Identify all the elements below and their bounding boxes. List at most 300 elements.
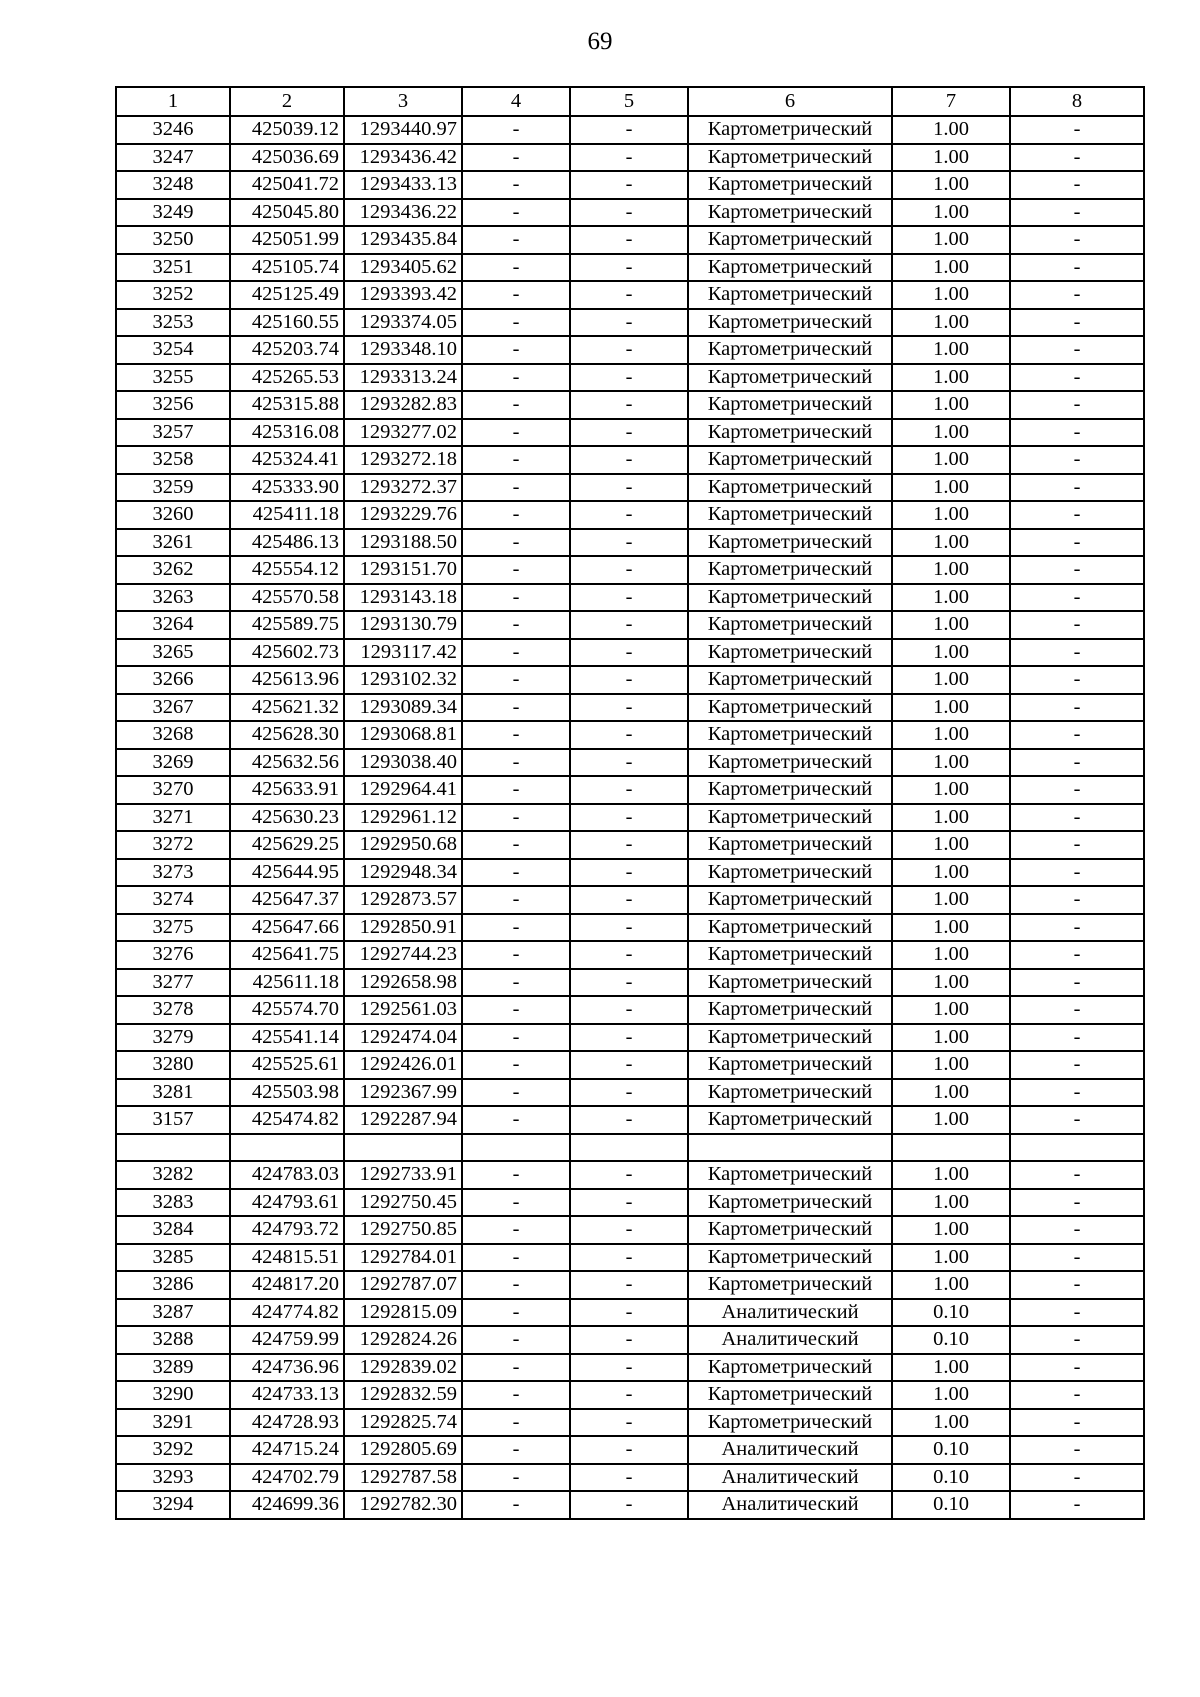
table-cell-col-1: 3260 [116,501,230,529]
table-cell-col-1: 3247 [116,144,230,172]
table-cell-col-1: 3250 [116,226,230,254]
table-cell-col-8: - [1010,1271,1144,1299]
table-cell-col-2: 425315.88 [230,391,344,419]
table-cell-col-1: 3289 [116,1354,230,1382]
table-cell-col-2: 425105.74 [230,254,344,282]
table-cell-col-2: 425613.96 [230,666,344,694]
table-cell-col-3: 1293435.84 [344,226,462,254]
table-row [116,1354,1144,1382]
table-cell-col-8: - [1010,666,1144,694]
table-cell-col-6: Картометрический [688,914,892,942]
table-cell-col-3: 1293436.22 [344,199,462,227]
table-cell-col-1: 3261 [116,529,230,557]
table-cell-col-2: 425602.73 [230,639,344,667]
table-cell-col-4: - [462,1271,570,1299]
table-cell-col-8: - [1010,254,1144,282]
column-header-3: 3 [344,87,462,116]
table-cell-col-5: - [570,1024,688,1052]
table-cell-col-1: 3248 [116,171,230,199]
table-cell-col-5: - [570,1436,688,1464]
table-cell-col-3: 1293272.37 [344,474,462,502]
table-cell-col-4: - [462,639,570,667]
table-cell-col-3: 1293068.81 [344,721,462,749]
table-cell-col-5: - [570,941,688,969]
table-cell-col-4: - [462,749,570,777]
table-cell-col-8: - [1010,886,1144,914]
table-cell-col-4: - [462,309,570,337]
table-cell-col-3: 1293277.02 [344,419,462,447]
table-cell-col-2: 424793.61 [230,1189,344,1217]
table-row [116,1244,1144,1272]
table-cell-col-6: Аналитический [688,1464,892,1492]
table-cell-col-6: Картометрический [688,419,892,447]
table-cell-col-6: Картометрический [688,1381,892,1409]
table-cell-col-3: 1292964.41 [344,776,462,804]
table-cell-col-6: Картометрический [688,886,892,914]
table-cell-col-2: 425633.91 [230,776,344,804]
table-cell-col-3: 1293089.34 [344,694,462,722]
table-cell-col-5: - [570,969,688,997]
table-cell-col-6: Картометрический [688,639,892,667]
table-cell-col-1: 3268 [116,721,230,749]
table-cell-col-5: - [570,199,688,227]
table-row [116,721,1144,749]
table-cell-col-4: - [462,144,570,172]
table-cell-col-6: Картометрический [688,391,892,419]
table-cell-col-6: Аналитический [688,1326,892,1354]
table-cell-col-3: 1292750.85 [344,1216,462,1244]
table-cell-col-5: - [570,1244,688,1272]
column-header-8: 8 [1010,87,1144,116]
table-cell-col-2: 425503.98 [230,1079,344,1107]
table-cell-col-1: 3264 [116,611,230,639]
table-cell-col-4: - [462,556,570,584]
table-cell-col-3: 1292824.26 [344,1326,462,1354]
table-cell-col-1: 3157 [116,1106,230,1134]
table-cell-col-8: - [1010,831,1144,859]
table-cell-col-3: 1292787.07 [344,1271,462,1299]
table-cell-col-8: - [1010,336,1144,364]
table-cell-col-2: 424774.82 [230,1299,344,1327]
table-cell-col-4: - [462,1079,570,1107]
table-row [116,364,1144,392]
table-cell-col-2: 425628.30 [230,721,344,749]
table-cell-col-4: - [462,1326,570,1354]
table-cell-col-8: - [1010,1216,1144,1244]
table-cell-col-6: Картометрический [688,336,892,364]
table-cell-col-4: - [462,1051,570,1079]
table-cell-col-5: - [570,1299,688,1327]
table-cell-col-2: 425203.74 [230,336,344,364]
table-cell-col-1: 3286 [116,1271,230,1299]
page-number: 69 [587,28,613,55]
table-cell-col-7: 1.00 [892,309,1010,337]
table-cell-col-6: Картометрический [688,749,892,777]
table-cell-col-7: 1.00 [892,1079,1010,1107]
table-cell-col-6: Картометрический [688,996,892,1024]
table-cell-col-3: 1292950.68 [344,831,462,859]
table-cell-col-1: 3267 [116,694,230,722]
table-cell-col-2: 425630.23 [230,804,344,832]
table-cell-col-1: 3269 [116,749,230,777]
table-row [116,556,1144,584]
table-cell-col-2: 425333.90 [230,474,344,502]
table-cell-col-1: 3294 [116,1491,230,1519]
table-cell-col-6: Картометрический [688,501,892,529]
table-cell-col-6: Картометрический [688,804,892,832]
table-cell-col-1: 3266 [116,666,230,694]
table-cell-col-4: - [462,1244,570,1272]
table-cell-col-8: - [1010,1079,1144,1107]
table-cell-col-5: - [570,831,688,859]
table-cell-col-8: - [1010,199,1144,227]
table-cell-col-2: 425051.99 [230,226,344,254]
table-row [116,1299,1144,1327]
table-cell-col-2: 425324.41 [230,446,344,474]
table-cell-col-3: 1292750.45 [344,1189,462,1217]
table-cell-col-3: 1293374.05 [344,309,462,337]
table-row [116,391,1144,419]
table-cell-col-2: 425632.56 [230,749,344,777]
table-cell-col-3: 1293313.24 [344,364,462,392]
table-cell-col-1: 3279 [116,1024,230,1052]
table-cell-col-3: 1293282.83 [344,391,462,419]
table-cell-col-2: 425041.72 [230,171,344,199]
table-cell-col-1: 3270 [116,776,230,804]
table-row [116,1024,1144,1052]
table-cell-col-8: - [1010,309,1144,337]
table-cell-col-4: - [462,254,570,282]
table-cell-col-3: 1292839.02 [344,1354,462,1382]
table-cell-col-5: - [570,116,688,144]
table-cell-col-7: 1.00 [892,419,1010,447]
table-cell-col-4: - [462,116,570,144]
table-row [116,1051,1144,1079]
table-row [116,859,1144,887]
table-cell-col-4: - [462,776,570,804]
table-cell-col-3: 1292782.30 [344,1491,462,1519]
table-cell-col-1: 3288 [116,1326,230,1354]
table-cell-col-5: - [570,529,688,557]
table-cell-col-5: - [570,639,688,667]
table-cell-col-1: 3265 [116,639,230,667]
table-cell-col-8: - [1010,1326,1144,1354]
table-cell-col-5: - [570,996,688,1024]
table-cell-col-1: 3251 [116,254,230,282]
coordinates-table [115,86,1145,1520]
table-row [116,1381,1144,1409]
table-cell-col-6: Картометрический [688,1079,892,1107]
table-cell-col-6: Картометрический [688,969,892,997]
table-cell-col-3: 1292787.58 [344,1464,462,1492]
table-cell-col-1: 3273 [116,859,230,887]
table-cell-col-7: 1.00 [892,721,1010,749]
table-cell-col-5: - [570,694,688,722]
table-cell-col-5: - [570,1079,688,1107]
table-cell-col-1: 3246 [116,116,230,144]
table-cell-col-6: Картометрический [688,1216,892,1244]
table-row [116,831,1144,859]
table-cell-col-6: Картометрический [688,666,892,694]
table-cell-col-2: 425570.58 [230,584,344,612]
table-cell-col-7: 1.00 [892,1024,1010,1052]
table-cell-col-3: 1292287.94 [344,1106,462,1134]
table-cell-col-3: 1292733.91 [344,1161,462,1189]
table-cell-col-6: Картометрический [688,941,892,969]
table-cell-col-8: - [1010,1464,1144,1492]
table-cell-col-8: - [1010,1409,1144,1437]
table-cell-col-5: - [570,1381,688,1409]
table-row [116,1326,1144,1354]
table-cell-col-5: - [570,446,688,474]
table-cell-col-1: 3290 [116,1381,230,1409]
table-row [116,776,1144,804]
table-cell-col-7: 1.00 [892,886,1010,914]
table-cell-col-3: 1293143.18 [344,584,462,612]
table-header-row [116,87,1144,116]
table-cell-col-3: 1293440.97 [344,116,462,144]
table-cell-col-3: 1292850.91 [344,914,462,942]
table-cell-col-7: 1.00 [892,1244,1010,1272]
table-row [116,804,1144,832]
table-cell-col-5: - [570,556,688,584]
table-cell-col-5: - [570,1189,688,1217]
table-cell-col-1: 3252 [116,281,230,309]
table-cell-col-7: 1.00 [892,914,1010,942]
table-cell-col-6: Картометрический [688,116,892,144]
table-row [116,941,1144,969]
table-cell-col-4: - [462,1161,570,1189]
table-cell-col-4: - [462,1491,570,1519]
table-cell-col-7: 1.00 [892,364,1010,392]
table-row [116,1491,1144,1519]
column-header-7: 7 [892,87,1010,116]
column-header-6: 6 [688,87,892,116]
table-cell-col-2: 424702.79 [230,1464,344,1492]
table-cell-col-4: - [462,584,570,612]
table-cell-col-7: 1.00 [892,1409,1010,1437]
table-cell-col-6: Картометрический [688,776,892,804]
table-cell-col-7: 1.00 [892,1051,1010,1079]
table-cell-col-2: 425644.95 [230,859,344,887]
table-cell-col-6: Картометрический [688,254,892,282]
table-cell-col-2: 424793.72 [230,1216,344,1244]
table-cell-col-6: Картометрический [688,584,892,612]
table-cell-col-4: - [462,529,570,557]
table-cell-col-3: 1293272.18 [344,446,462,474]
table-cell-col-3: 1292744.23 [344,941,462,969]
table-cell-col-2: 424783.03 [230,1161,344,1189]
table-cell-col-5: - [570,584,688,612]
table-cell-col-8: - [1010,859,1144,887]
table-cell-col-2: 425474.82 [230,1106,344,1134]
table-cell-col-1: 3281 [116,1079,230,1107]
table-cell-col-7: 0.10 [892,1326,1010,1354]
table-cell-col-4 [462,1134,570,1162]
table-cell-col-7: 1.00 [892,694,1010,722]
table-cell-col-7: 1.00 [892,859,1010,887]
table-cell-col-6: Картометрический [688,831,892,859]
table-row [116,116,1144,144]
table-cell-col-5: - [570,1354,688,1382]
table-cell-col-3: 1292658.98 [344,969,462,997]
table-cell-col-4: - [462,831,570,859]
table-row [116,1106,1144,1134]
table-cell-col-4: - [462,611,570,639]
table-cell-col-2: 424759.99 [230,1326,344,1354]
table-cell-col-6: Картометрический [688,144,892,172]
table-cell-col-2: 424715.24 [230,1436,344,1464]
table-cell-col-2: 424728.93 [230,1409,344,1437]
table-cell-col-5: - [570,1161,688,1189]
table-cell-col-8: - [1010,1189,1144,1217]
table-cell-col-2: 425647.37 [230,886,344,914]
table-cell-col-3: 1293348.10 [344,336,462,364]
table-cell-col-8: - [1010,969,1144,997]
table-cell-col-6: Картометрический [688,1051,892,1079]
table-cell-col-8: - [1010,529,1144,557]
table-cell-col-7: 1.00 [892,391,1010,419]
table-row [116,969,1144,997]
table-cell-col-1: 3284 [116,1216,230,1244]
table-cell-col-7: 1.00 [892,804,1010,832]
table-row [116,1216,1144,1244]
table-cell-col-6: Аналитический [688,1491,892,1519]
table-cell-col-5: - [570,501,688,529]
table-cell-col-6: Картометрический [688,1354,892,1382]
table-cell-col-4: - [462,1024,570,1052]
table-cell-col-1: 3255 [116,364,230,392]
table-cell-col-6: Картометрический [688,611,892,639]
table-cell-col-5: - [570,749,688,777]
table-row [116,1134,1144,1162]
table-cell-col-7: 0.10 [892,1299,1010,1327]
table-cell-col-7: 1.00 [892,1381,1010,1409]
table-cell-col-7: 1.00 [892,1161,1010,1189]
table-cell-col-6: Картометрический [688,1271,892,1299]
table-cell-col-1: 3285 [116,1244,230,1272]
table-cell-col-2: 425045.80 [230,199,344,227]
table-cell-col-2: 425316.08 [230,419,344,447]
table-cell-col-8: - [1010,941,1144,969]
table-cell-col-6: Картометрический [688,171,892,199]
table-cell-col-1: 3257 [116,419,230,447]
table-cell-col-5: - [570,391,688,419]
table-cell-col-1: 3275 [116,914,230,942]
table-cell-col-5 [570,1134,688,1162]
table-cell-col-4: - [462,391,570,419]
column-header-5: 5 [570,87,688,116]
table-row [116,1161,1144,1189]
table-cell-col-7: 1.00 [892,144,1010,172]
table-row [116,336,1144,364]
table-cell-col-6: Картометрический [688,721,892,749]
table-cell-col-6: Картометрический [688,1106,892,1134]
table-cell-col-3: 1292873.57 [344,886,462,914]
table-cell-col-7: 1.00 [892,529,1010,557]
table-cell-col-3: 1293130.79 [344,611,462,639]
table-cell-col-6: Картометрический [688,1244,892,1272]
table-cell-col-6: Картометрический [688,474,892,502]
table-row [116,281,1144,309]
table-row [116,446,1144,474]
table-cell-col-7: 1.00 [892,501,1010,529]
table-cell-col-1: 3259 [116,474,230,502]
table-cell-col-2: 424736.96 [230,1354,344,1382]
table-cell-col-5: - [570,281,688,309]
table-cell-col-8: - [1010,1024,1144,1052]
table-cell-col-4: - [462,969,570,997]
table-cell-col-8: - [1010,144,1144,172]
table-cell-col-1: 3262 [116,556,230,584]
table-cell-col-4: - [462,419,570,447]
table-cell-col-8: - [1010,996,1144,1024]
table-cell-col-4: - [462,281,570,309]
table-cell-col-3: 1292426.01 [344,1051,462,1079]
table-cell-col-7: 1.00 [892,254,1010,282]
table-cell-col-5: - [570,254,688,282]
table-cell-col-2: 424699.36 [230,1491,344,1519]
table-cell-col-2: 425036.69 [230,144,344,172]
table-cell-col-5: - [570,776,688,804]
table-cell-col-2: 424815.51 [230,1244,344,1272]
table-cell-col-1: 3271 [116,804,230,832]
table-cell-col-8: - [1010,1299,1144,1327]
table-cell-col-6: Картометрический [688,199,892,227]
table-cell-col-4: - [462,886,570,914]
table-cell-col-8: - [1010,501,1144,529]
table-cell-col-7: 1.00 [892,1271,1010,1299]
table-cell-col-6: Картометрический [688,1189,892,1217]
table-cell-col-4: - [462,1409,570,1437]
table-cell-col-2: 424733.13 [230,1381,344,1409]
table-cell-col-8: - [1010,226,1144,254]
table-cell-col-1: 3278 [116,996,230,1024]
table-cell-col-2: 425641.75 [230,941,344,969]
table-cell-col-5: - [570,474,688,502]
table-cell-col-7: 1.00 [892,1106,1010,1134]
table-cell-col-1: 3263 [116,584,230,612]
table-cell-col-7: 1.00 [892,556,1010,584]
table-cell-col-1: 3272 [116,831,230,859]
table-cell-col-6: Картометрический [688,1161,892,1189]
table-cell-col-2: 425160.55 [230,309,344,337]
table-cell-col-1: 3280 [116,1051,230,1079]
table-cell-col-6: Картометрический [688,556,892,584]
table-row [116,226,1144,254]
table-cell-col-4: - [462,1381,570,1409]
table-cell-col-8: - [1010,611,1144,639]
table-cell-col-4: - [462,336,570,364]
table-cell-col-4: - [462,1436,570,1464]
table-cell-col-8: - [1010,749,1144,777]
table-cell-col-8: - [1010,1106,1144,1134]
table-cell-col-7: 0.10 [892,1464,1010,1492]
table-cell-col-8: - [1010,639,1144,667]
table-cell-col-5: - [570,804,688,832]
table-cell-col-5: - [570,226,688,254]
table-cell-col-5: - [570,419,688,447]
table-cell-col-4: - [462,1464,570,1492]
table-cell-col-8: - [1010,694,1144,722]
table-cell-col-6 [688,1134,892,1162]
table-cell-col-8: - [1010,1244,1144,1272]
column-header-1: 1 [116,87,230,116]
table-cell-col-1: 3282 [116,1161,230,1189]
table-row [116,1409,1144,1437]
table-cell-col-3: 1293188.50 [344,529,462,557]
table-cell-col-3: 1292367.99 [344,1079,462,1107]
